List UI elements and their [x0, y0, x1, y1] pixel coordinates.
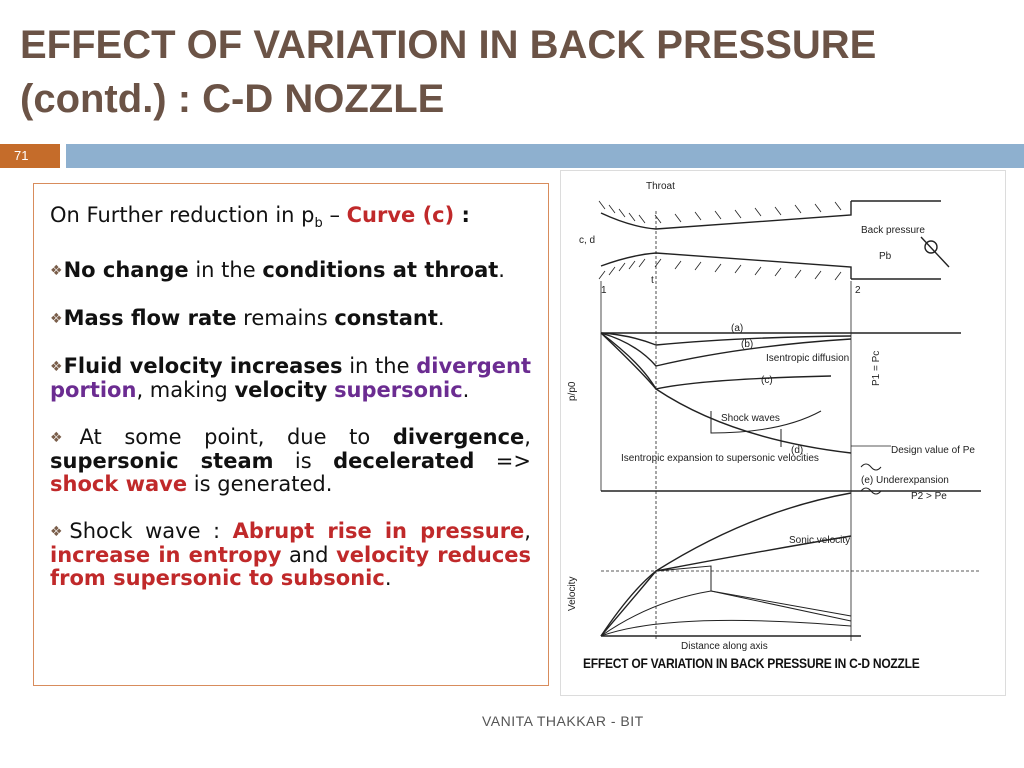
diamond-bullet-icon: ❖ — [50, 311, 63, 328]
content-text — [50, 204, 531, 614]
content-box — [33, 183, 549, 686]
label-p2-gt-pe: P2 > Pe — [911, 491, 947, 502]
label-throat: Throat — [646, 181, 675, 192]
bullet-mass-flow: ❖Mass flow rate remains constant. — [50, 306, 445, 331]
label-velocity: Velocity — [567, 576, 578, 611]
intro-paragraph: On Further reduction in $p_b$ – Curve (c) : — [50, 203, 470, 232]
curve-a — [601, 333, 851, 345]
nozzle-diagram-svg — [561, 171, 1005, 651]
label-d: (d) — [791, 445, 804, 456]
diamond-bullet-icon: ❖ — [50, 524, 69, 541]
label-cd: c, d — [579, 235, 596, 246]
velocity-subsonic-c — [656, 566, 851, 616]
label-isentropic-expansion: Isentropic expansion to supersonic velocities — [621, 453, 819, 464]
slide-title: EFFECT OF VARIATION IN BACK PRESSURE (contd.) : C-D NOZZLE — [20, 23, 877, 121]
figure-caption: EFFECT OF VARIATION IN BACK PRESSURE IN C-D NOZZLE — [583, 655, 920, 671]
label-shock-waves: Shock waves — [721, 413, 780, 424]
label-p1-eq-pc: P1 = Pc — [871, 350, 882, 386]
footer-author: VANITA THAKKAR - BIT — [482, 713, 644, 729]
label-pb: Pb — [879, 251, 892, 262]
label-two: 2 — [855, 285, 861, 296]
velocity-a — [601, 620, 851, 636]
label-design-value: Design value of Pe — [891, 445, 975, 456]
nozzle-lower-wall — [601, 253, 851, 279]
label-p-over-p: p/p0 — [567, 381, 578, 401]
label-a: (a) — [731, 323, 744, 334]
label-sonic-velocity: Sonic velocity — [789, 535, 851, 546]
diamond-bullet-icon: ❖ — [50, 263, 63, 280]
label-underexpansion: (e) Underexpansion — [861, 475, 949, 486]
nozzle-upper-wall — [601, 201, 851, 229]
nozzle-diagram — [560, 170, 1006, 696]
diamond-bullet-icon: ❖ — [50, 359, 63, 376]
label-isentropic-diffusion: Isentropic diffusion — [766, 353, 850, 364]
valve-stem — [921, 237, 949, 267]
bullet-no-change: ❖No change in the conditions at throat. — [50, 258, 505, 283]
chamber-walls — [851, 201, 941, 279]
label-distance: Distance along axis — [681, 641, 768, 651]
slide-number: 71 — [0, 144, 60, 168]
label-c: (c) — [761, 375, 773, 386]
bullet-shock-wave: ❖Shock wave : Abrupt rise in pressure, increase in entropy and velocity reduces from supersonic to subsonic. — [50, 519, 532, 591]
velocity-design — [601, 493, 851, 636]
upper-hatching — [599, 201, 841, 223]
diamond-bullet-icon: ❖ — [50, 430, 79, 447]
label-b: (b) — [741, 339, 754, 350]
label-one: 1 — [601, 285, 607, 296]
bullet-fluid-velocity: ❖Fluid velocity increases in the divergent portion, making velocity supersonic. — [50, 354, 532, 403]
velocity-shock — [601, 536, 851, 636]
label-t: t — [651, 275, 654, 286]
label-back-pressure: Back pressure — [861, 225, 925, 236]
curve-label: Curve (c) — [346, 203, 455, 227]
velocity-b — [601, 591, 851, 636]
lower-hatching — [599, 259, 841, 280]
underexpansion-wave — [861, 464, 881, 470]
bullet-divergence: ❖At some point, due to divergence, supersonic steam is decelerated => shock wave is generated. — [50, 425, 531, 497]
title-underline-bar — [66, 144, 1024, 168]
